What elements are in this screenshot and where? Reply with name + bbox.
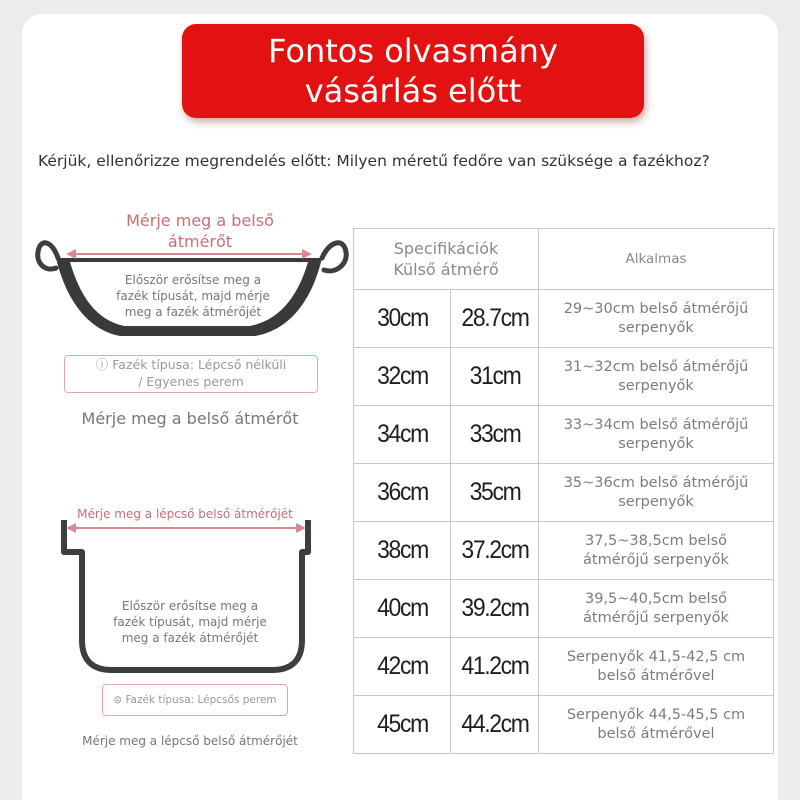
size-cell: 36cm <box>357 464 446 522</box>
stepped-instruction-line3: meg a fazék átmérőjét <box>121 631 259 645</box>
outer-diameter-cell: 35cm <box>454 464 535 522</box>
wok-type-line2: / Egyenes perem <box>138 374 244 389</box>
suitable-cell <box>539 522 774 580</box>
table-row <box>354 522 774 580</box>
suitable-line2: átmérőjű serpenyők <box>583 609 729 626</box>
suitable-cell <box>539 406 774 464</box>
suitable-line1: 35~36cm belső átmérőjű <box>563 474 749 491</box>
wok-instruction-line3: meg a fazék átmérőjét <box>124 305 262 319</box>
suitable-cell <box>539 696 774 754</box>
outer-diameter-cell: 28.7cm <box>454 290 535 348</box>
suitable-line1: 37,5~38,5cm belső <box>584 532 727 549</box>
wok-instruction <box>98 272 288 320</box>
suitable-cell <box>539 348 774 406</box>
size-cell: 30cm <box>357 290 446 348</box>
suitable-line2: serpenyők <box>618 319 694 336</box>
table-row <box>354 406 774 464</box>
stepped-top-label: Mérje meg a lépcső belső átmérőjét <box>77 507 293 521</box>
wok-instruction-line1: Először erősítse meg a <box>124 273 262 287</box>
wok-type-line1: ⓘ Fazék típusa: Lépcső nélküli <box>95 357 287 372</box>
stepped-type-box: ⊜ Fazék típusa: Lépcsős perem <box>102 684 288 716</box>
stepped-instruction-line2: fazék típusát, majd mérje <box>113 615 267 629</box>
size-cell: 45cm <box>357 696 446 754</box>
outer-diameter-cell: 33cm <box>454 406 535 464</box>
wok-type-box <box>64 355 318 393</box>
outer-diameter-cell: 31cm <box>454 348 535 406</box>
stepped-instruction <box>95 598 285 646</box>
stepped-measure-arrow-right <box>296 523 306 533</box>
suitable-line1: 29~30cm belső átmérőjű <box>563 300 749 317</box>
suitable-line2: serpenyők <box>618 493 694 510</box>
outer-diameter-cell: 41.2cm <box>454 638 535 696</box>
header-spec <box>354 229 539 290</box>
header-use: Alkalmas <box>539 229 774 290</box>
suitable-line2: serpenyők <box>618 435 694 452</box>
header-spec-line1: Specifikációk <box>393 239 499 258</box>
table-row <box>354 464 774 522</box>
size-cell: 32cm <box>357 348 446 406</box>
wok-bottom-label: Mérje meg a belső átmérőt <box>81 409 299 428</box>
suitable-line1: 33~34cm belső átmérőjű <box>563 416 749 433</box>
suitable-line2: belső átmérővel <box>597 725 715 742</box>
suitable-cell <box>539 638 774 696</box>
suitable-cell <box>539 464 774 522</box>
suitable-line2: serpenyők <box>618 377 694 394</box>
suitable-line1: 39,5~40,5cm belső <box>584 590 727 607</box>
stepped-measure-arrow-left <box>66 523 76 533</box>
size-cell: 40cm <box>357 580 446 638</box>
notice-text: Kérjük, ellenőrizze megrendelés előtt: Milyen méretű fedőre van szüksége a fazékhoz? <box>38 152 710 170</box>
suitable-line1: Serpenyők 41,5-42,5 cm <box>566 648 746 665</box>
wok-top-label-line2: átmérőt <box>167 232 233 251</box>
table-header-row <box>354 229 774 290</box>
stepped-instruction-line1: Először erősítse meg a <box>121 599 259 613</box>
right-handle-shape <box>322 243 346 271</box>
size-cell: 42cm <box>357 638 446 696</box>
stepped-pot-shape <box>64 520 308 670</box>
size-cell: 34cm <box>357 406 446 464</box>
banner-title-line1: Fontos olvasmány <box>268 32 558 70</box>
suitable-cell <box>539 580 774 638</box>
header-spec-line2: Külső átmérő <box>393 260 499 279</box>
wok-instruction-line2: fazék típusát, majd mérje <box>116 289 270 303</box>
table-row <box>354 290 774 348</box>
banner-title-line2: vásárlás előtt <box>304 72 522 110</box>
suitable-line2: belső átmérővel <box>597 667 715 684</box>
spec-table <box>353 228 774 754</box>
suitable-cell <box>539 290 774 348</box>
outer-diameter-cell: 39.2cm <box>454 580 535 638</box>
suitable-line1: 31~32cm belső átmérőjű <box>563 358 749 375</box>
outer-diameter-cell: 37.2cm <box>454 522 535 580</box>
table-row <box>354 638 774 696</box>
size-cell: 38cm <box>357 522 446 580</box>
suitable-line1: Serpenyők 44,5-45,5 cm <box>566 706 746 723</box>
suitable-line2: átmérőjű serpenyők <box>583 551 729 568</box>
wok-top-label-line1: Mérje meg a belső <box>126 211 274 230</box>
outer-diameter-cell: 44.2cm <box>454 696 535 754</box>
table-row <box>354 580 774 638</box>
wok-top-label <box>90 210 310 252</box>
stepped-bottom-label: Mérje meg a lépcső belső átmérőjét <box>82 734 298 748</box>
left-handle-shape <box>38 243 58 269</box>
table-row <box>354 348 774 406</box>
table-row <box>354 696 774 754</box>
wok-measure-arrow-left <box>66 249 76 259</box>
